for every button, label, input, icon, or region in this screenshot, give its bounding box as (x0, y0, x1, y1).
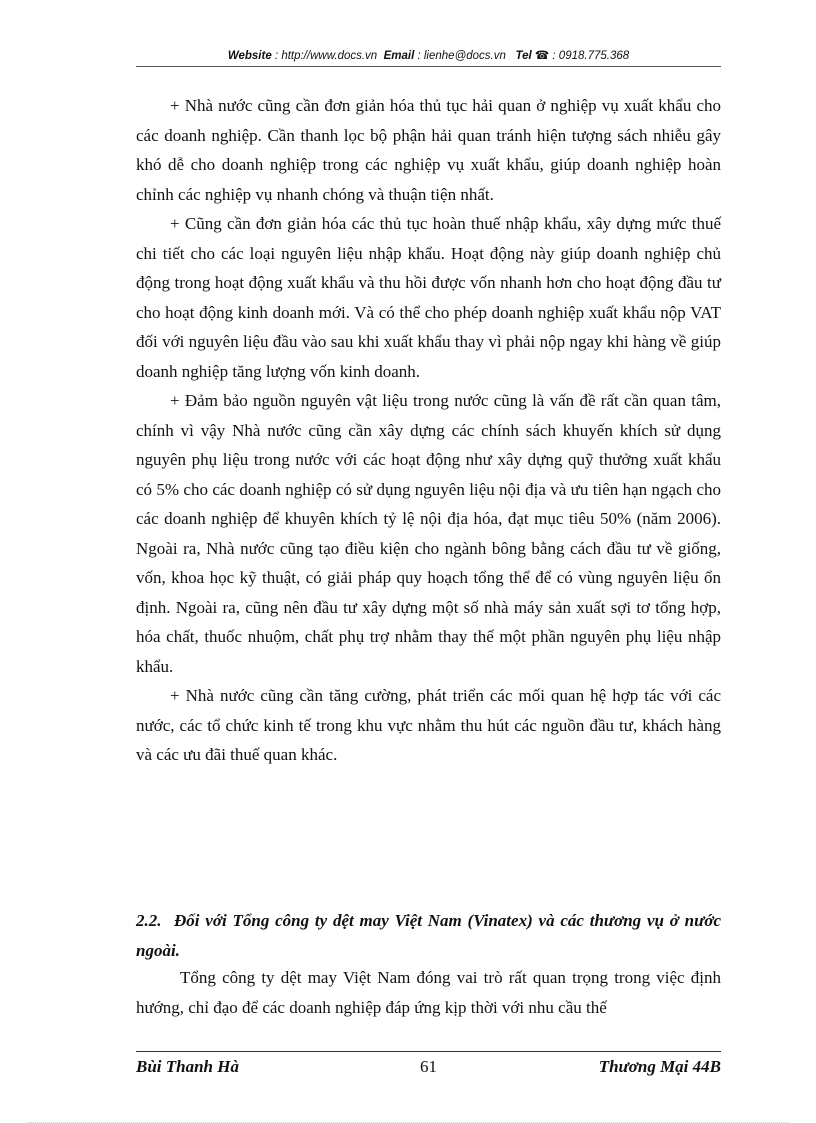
paragraph-4: + Nhà nước cũng cần tăng cường, phát triển các mối quan hệ hợp tác với các nước, các tổ chức kinh tế trong khu vực nhằm thu hút các nguồn đầu tư, khách hàng và các ưu đãi thuế quan khác. (136, 686, 721, 764)
page-footer (136, 1055, 721, 1079)
section-number: 2.2. (136, 911, 162, 930)
section-heading (136, 906, 721, 965)
section-paragraph: Tổng công ty dệt may Việt Nam đóng vai trò rất quan trọng trong việc định hướng, chỉ đạo để các doanh nghiệp đáp ứng kịp thời với nhu cầu thế (136, 968, 721, 1017)
section-body (136, 963, 721, 1022)
email-label: Email (383, 50, 415, 62)
tel-number: : 0918.775.368 (552, 50, 630, 62)
document-body (136, 91, 721, 770)
footer-class: Thương Mại 44B (598, 1057, 721, 1076)
section-title: Đối với Tổng công ty dệt may Việt Nam (Vinatex) và các thương vụ ở nước ngoài. (136, 911, 721, 960)
page-number: 61 (420, 1057, 437, 1076)
footer-divider (136, 1051, 721, 1052)
website-url[interactable]: : http://www.docs.vn (274, 50, 378, 62)
tel-label: Tel (515, 50, 532, 62)
phone-icon: ☎ (534, 50, 550, 62)
paragraph-3: + Đảm bảo nguồn nguyên vật liệu trong nước cũng là vấn đề rất cần quan tâm, chính vì vậy Nhà nước cũng cần xây dựng các chính sách khuyến khích sử dụng nguyên phụ liệu trong nước với các hoạt động như xây dựng quỹ thưởng xuất khẩu có 5% cho các doanh nghiệp có sử dụng nguyên liệu nội địa và ưu tiên hạn ngạch cho các doanh nghiệp để khuyên khích tỷ lệ nội địa hóa, đạt mục tiêu 50% (năm 2006). Ngoài ra, Nhà nước cũng tạo điều kiện cho ngành bông bằng cách đầu tư về giống, vốn, khoa học kỹ thuật, có giải pháp quy hoạch tổng thể để có vùng nguyên liệu ổn định. Ngoài ra, cũng nên đầu tư xây dựng một số nhà máy sản xuất sợi tơ tổng hợp, hóa chất, thuốc nhuộm, chất phụ trợ nhằm thay thế một phần nguyên phụ liệu nhập khẩu. (136, 391, 721, 676)
website-label: Website (227, 50, 272, 62)
email-address[interactable]: : lienhe@docs.vn (417, 50, 506, 62)
header-divider (136, 66, 721, 67)
page-header (136, 48, 721, 62)
paragraph-2: + Cũng cần đơn giản hóa các thủ tục hoàn thuế nhập khẩu, xây dựng mức thuế chi tiết cho các loại nguyên liệu nhập khẩu. Hoạt động này giúp doanh nghiệp chủ động trong hoạt động xuất khẩu và thu hồi được vốn nhanh hơn cho hoạt động đầu tư cho hoạt động kinh doanh mới. Và có thể cho phép doanh nghiệp xuất khẩu nộp VAT đối với nguyên liệu đầu vào sau khi xuất khẩu thay vì phải nộp ngay khi hàng về giúp doanh nghiệp tăng lượng vốn kinh doanh. (136, 214, 721, 381)
footer-author: Bùi Thanh Hà (136, 1057, 239, 1076)
paragraph-1: + Nhà nước cũng cần đơn giản hóa thủ tục hải quan ở nghiệp vụ xuất khẩu cho các doanh nghiệp. Cần thanh lọc bộ phận hải quan tránh hiện tượng sách nhiễu gây khó dễ cho doanh nghiệp trong các nghiệp vụ xuất khẩu, giúp doanh nghiệp hoàn chỉnh các nghiệp vụ nhanh chóng và thuận tiện nhất. (136, 96, 721, 204)
